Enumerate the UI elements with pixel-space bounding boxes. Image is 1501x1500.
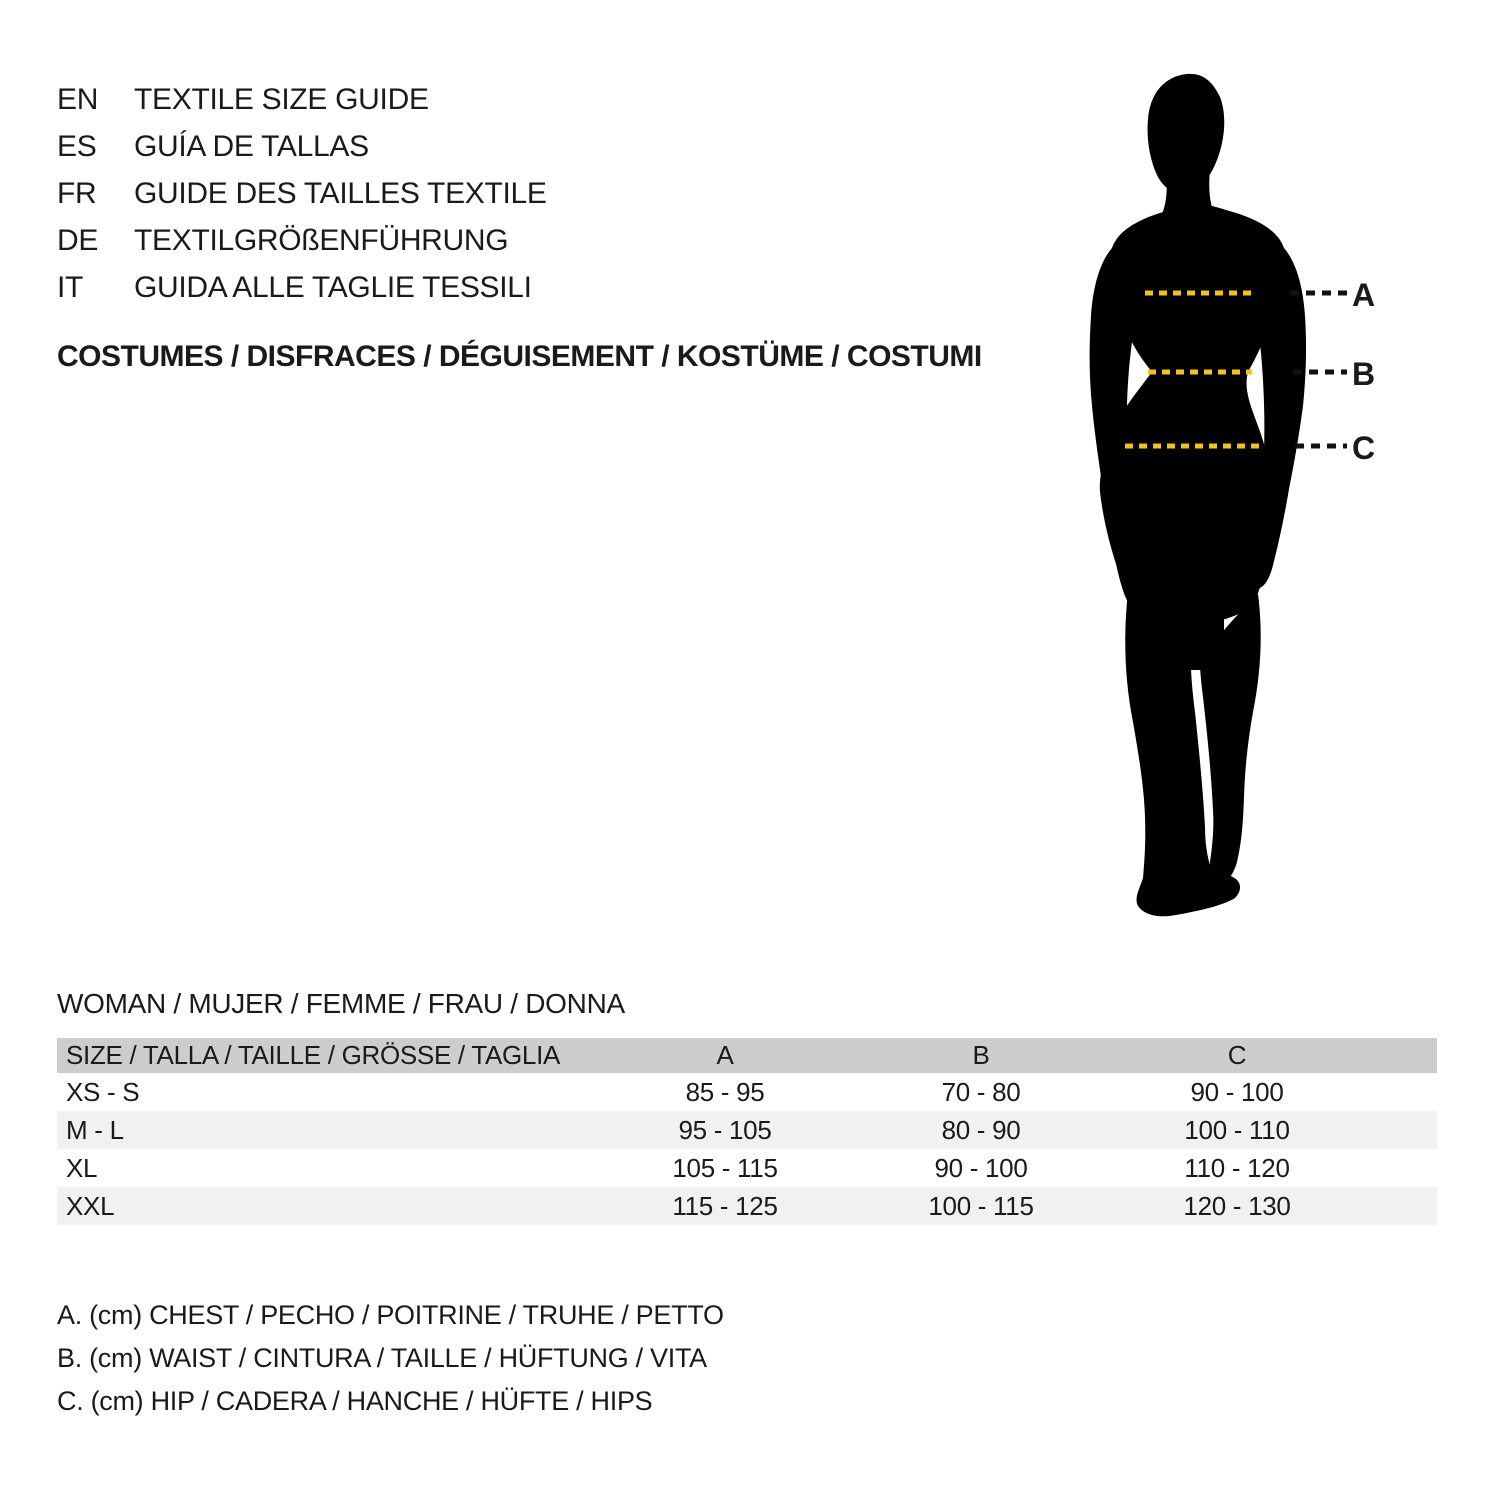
marker-label-b: B (1352, 356, 1376, 392)
language-row-en (57, 76, 547, 123)
hip-cell: 120 - 130 (1183, 1190, 1291, 1221)
waist-cell: 90 - 100 (934, 1152, 1028, 1183)
marker-label-c: C (1352, 430, 1376, 466)
hip-cell: 110 - 120 (1184, 1152, 1290, 1183)
size-cell: M - L (66, 1114, 124, 1145)
legend-hip: C. (cm) HIP / CADERA / HANCHE / HÜFTE / HIPS (57, 1386, 653, 1416)
language-code: IT (57, 271, 84, 304)
table-section-heading: WOMAN / MUJER / FEMME / FRAU / DONNA (57, 988, 625, 1019)
language-title: GUÍA DE TALLAS (134, 130, 369, 163)
language-title: TEXTILE SIZE GUIDE (134, 83, 429, 116)
table-row-xxl (57, 1187, 1437, 1225)
language-row-de (57, 217, 547, 264)
table-row-m-l (57, 1111, 1437, 1149)
measurement-legend (57, 1294, 724, 1423)
language-code: ES (57, 130, 97, 163)
size-cell: XS - S (66, 1076, 140, 1107)
language-code: DE (57, 224, 99, 257)
chest-cell: 105 - 115 (672, 1152, 778, 1183)
waist-cell: 100 - 115 (928, 1190, 1034, 1221)
hip-cell: 100 - 110 (1184, 1114, 1290, 1145)
hip-cell: 90 - 100 (1190, 1076, 1284, 1107)
legend-chest: A. (cm) CHEST / PECHO / POITRINE / TRUHE / PETTO (57, 1300, 724, 1330)
table-row-xs-s (57, 1073, 1437, 1111)
language-title: TEXTILGRÖßENFÜHRUNG (134, 224, 509, 257)
chest-cell: 85 - 95 (685, 1076, 765, 1107)
language-title-list (57, 76, 547, 311)
header-cell-size: SIZE / TALLA / TAILLE / GRÖSSE / TAGLIA (66, 1040, 561, 1070)
spacer-cell (1365, 1187, 1437, 1225)
language-row-fr (57, 170, 547, 217)
legend-waist: B. (cm) WAIST / CINTURA / TAILLE / HÜFTUNG / VITA (57, 1343, 707, 1373)
language-code: EN (57, 83, 99, 116)
spacer-cell (1365, 1073, 1437, 1111)
header-cell-spacer (1365, 1038, 1437, 1073)
spacer-cell (1365, 1149, 1437, 1187)
size-cell: XL (66, 1152, 98, 1183)
category-heading: COSTUMES / DISFRACES / DÉGUISEMENT / KOSTÜME / COSTUMI (57, 340, 982, 373)
language-title: GUIDA ALLE TAGLIE TESSILI (134, 271, 532, 304)
header-cell-b: B (972, 1040, 990, 1070)
waist-cell: 80 - 90 (941, 1114, 1021, 1145)
silhouette-right-arm (1250, 248, 1306, 588)
header-cell-a: A (716, 1040, 734, 1070)
marker-label-a: A (1352, 277, 1376, 313)
language-title: GUIDE DES TAILLES TEXTILE (134, 177, 547, 210)
size-table-header-row (57, 1038, 1437, 1073)
spacer-cell (1365, 1111, 1437, 1149)
header-cell-c: C (1227, 1040, 1247, 1070)
woman-silhouette (1090, 74, 1306, 916)
chest-cell: 115 - 125 (672, 1190, 778, 1221)
language-row-es (57, 123, 547, 170)
size-cell: XXL (66, 1190, 115, 1221)
silhouette-head (1148, 74, 1225, 193)
language-row-it (57, 264, 547, 311)
waist-cell: 70 - 80 (941, 1076, 1021, 1107)
size-figure (1060, 72, 1380, 937)
table-row-xl (57, 1149, 1437, 1187)
language-code: FR (57, 177, 97, 210)
chest-cell: 95 - 105 (678, 1114, 772, 1145)
size-table (57, 1038, 1437, 1225)
